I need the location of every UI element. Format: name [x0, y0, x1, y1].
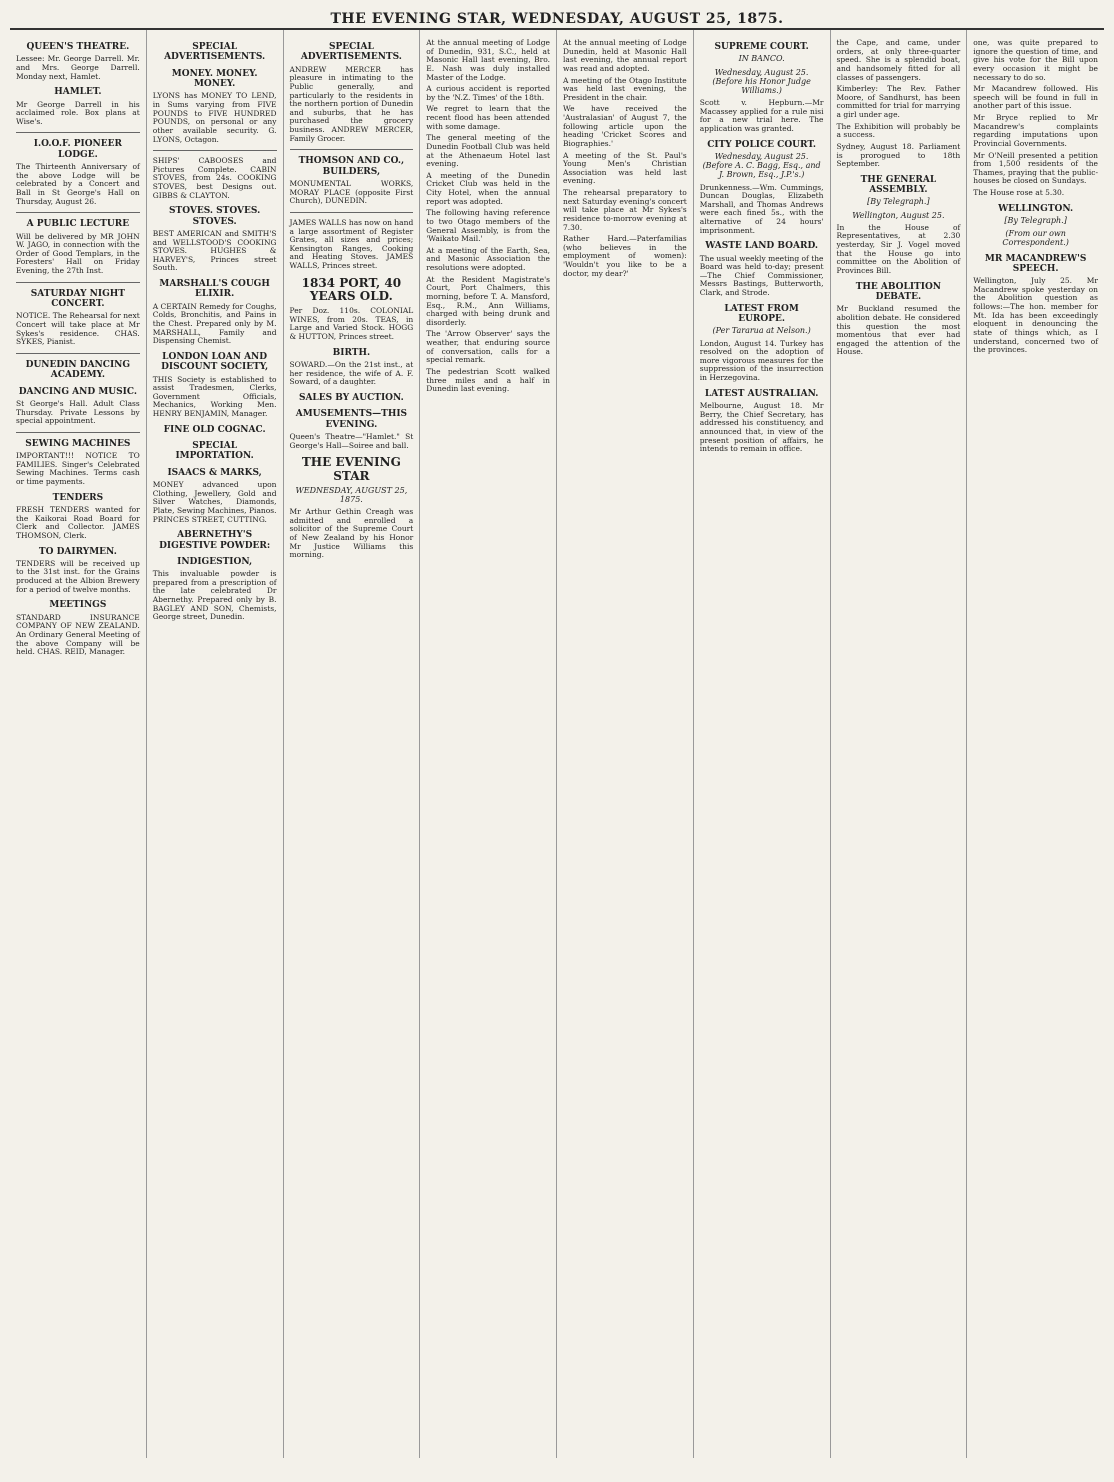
article-paragraph: Mr Arthur Gethin Creagh was admitted and enrolled a solicitor of the Supreme Court of New Zealand by his Honor Mr Justice Williams this morning.	[289, 507, 414, 560]
heading: 1834 PORT, 40 YEARS OLD.	[301, 275, 402, 304]
divider	[16, 432, 140, 433]
heading: DANCING AND MUSIC.	[18, 386, 137, 397]
article-paragraph: one, was quite prepared to ignore the question of time, and give his vote for the Bill upon every occasion it might be necessary to do so.	[973, 38, 1098, 82]
column-4	[420, 30, 557, 1458]
divider	[16, 282, 140, 283]
column-5	[557, 30, 694, 1458]
article-paragraph: We regret to learn that the recent flood has been attended with some damage.	[426, 104, 550, 131]
article-paragraph: A CERTAIN Remedy for Coughs, Colds, Bronchitis, and Pains in the Chest. Prepared only by M. MARSHALL, Family and Dispensing Chemist.	[152, 301, 277, 346]
heading: SPECIAL ADVERTISEMENTS.	[300, 42, 402, 63]
article-paragraph: Mr George Darrell in his acclaimed role. Box plans at Wise's.	[16, 99, 140, 126]
heading: SPECIAL IMPORTATION.	[175, 441, 254, 462]
article-paragraph: A meeting of the St. Paul's Young Men's Christian Association was held last evening.	[563, 150, 687, 186]
heading: HAMLET.	[54, 87, 102, 98]
heading: AMUSEMENTS—THIS EVENING.	[295, 409, 408, 430]
article-paragraph: Wellington, July 25. Mr Macandrew spoke yesterday on the Abolition question as follows:—The hon. member for Mt. Ida has been exceedingly eloquent in denouncing the state of things which, as I understand, concerned two of the provinces.	[973, 276, 1098, 355]
article-paragraph: FRESH TENDERS wanted for the Kaikorai Road Board for Clerk and Collector. JAMES THOMSON, Clerk.	[16, 505, 140, 540]
heading: THE GENERAL ASSEMBLY.	[860, 174, 937, 196]
article-paragraph: Drunkenness.—Wm. Cummings, Duncan Douglas, Elizabeth Marshall, and Thomas Andrews were each fined 5s., with the alternative of 24 hours' imprisonment.	[699, 182, 824, 235]
heading: WASTE LAND BOARD.	[705, 241, 819, 252]
subheading: WEDNESDAY, AUGUST 25, 1875.	[295, 485, 408, 504]
article-paragraph: Mr Bryce replied to Mr Macandrew's complaints regarding imputations upon Provincial Governments.	[973, 113, 1098, 148]
article-paragraph: Mr O'Neill presented a petition from 1,500 residents of the Thames, praying that the public-houses be closed on Sundays.	[973, 150, 1098, 186]
article-paragraph: St George's Hall. Adult Class Thursday. Private Lessons by special appointment.	[16, 398, 140, 426]
article-paragraph: ANDREW MERCER has pleasure in intimating to the Public generally, and particularly to the residents in the northern portion of Dunedin and suburbs, that he has purchased the grocery business. ANDREW MERCER, Family Grocer.	[289, 64, 414, 143]
heading: MEETINGS	[49, 600, 107, 611]
heading: WELLINGTON.	[998, 203, 1074, 214]
article-paragraph: At the annual meeting of Lodge Dunedin, held at Masonic Hall last evening, the annual report was read and adopted.	[563, 38, 687, 73]
column-7	[831, 30, 968, 1458]
heading: LONDON LOAN AND DISCOUNT SOCIETY,	[161, 351, 269, 373]
article-paragraph: Per Doz. 110s. COLONIAL WINES, from 20s. TEAS, in Large and Varied Stock. HOGG & HUTTON, Princes street.	[289, 306, 414, 342]
subheading: [By Telegraph.]	[867, 197, 930, 207]
heading: TENDERS	[52, 492, 104, 503]
article-paragraph: Rather Hard.—Paterfamilias (who believes in the employment of women): 'Wouldn't you like to be a doctor, my dear?'	[563, 234, 687, 278]
article-paragraph: The House rose at 5.30.	[973, 188, 1065, 197]
subheading: (From our own Correspondent.)	[1002, 229, 1069, 248]
article-paragraph: A meeting of the Otago Institute was held last evening, the President in the chair.	[563, 75, 687, 102]
heading: LATEST FROM EUROPE.	[724, 303, 799, 325]
subheading: [By Telegraph.]	[1004, 215, 1067, 225]
article-paragraph: This invaluable powder is prepared from a prescription of the late celebrated Dr Abernethy. Prepared only by B. BAGLEY AND SON, Chemists, George street, Dunedin.	[152, 569, 277, 622]
article-paragraph: BEST AMERICAN and SMITH'S and WELLSTOOD'S COOKING STOVES. HUGHES & HARVEY'S, Princes street South.	[152, 228, 277, 273]
heading: I.O.O.F. PIONEER LODGE.	[33, 139, 122, 160]
article-paragraph: The Exhibition will probably be a success.	[836, 121, 961, 140]
heading: QUEEN'S THEATRE.	[26, 42, 130, 52]
article-paragraph: JAMES WALLS has now on hand a large assortment of Register Grates, all sizes and prices; Kensington Ranges, Cooking and Heating Stoves. JAMES WALLS, Princes street.	[289, 217, 414, 270]
article-paragraph: The usual weekly meeting of the Board was held to-day; present—The Chief Commissioner, Messrs Bastings, Butterworth, Clark, and Strode.	[699, 253, 824, 298]
divider	[16, 353, 140, 354]
article-paragraph: LYONS has MONEY TO LEND, in Sums varying from FIVE POUNDS to FIVE HUNDRED POUNDS, on personal or any other available security. G. LYONS, Octagon.	[152, 91, 277, 144]
article-paragraph: TENDERS will be received up to the 31st inst. for the Grains produced at the Albion Brewery for a period of twelve months.	[16, 558, 140, 594]
subheading: Wednesday, August 25. (Before A. C. Bagg, Esq., and J. Brown, Esq., J.P.'s.)	[702, 151, 821, 180]
article-paragraph: A meeting of the Dunedin Cricket Club was held in the City Hotel, when the annual report was adopted.	[426, 170, 550, 206]
article-paragraph: Will be delivered by MR JOHN W. JAGO, in connection with the Order of Good Templars, in the Foresters' Hall on Friday Evening, the 27th Inst.	[16, 231, 140, 276]
heading: THE EVENING STAR	[301, 455, 401, 484]
heading: THE ABOLITION DEBATE.	[855, 281, 942, 302]
article-paragraph: SHIPS' CABOOSES and Pictures Complete. CABIN STOVES, from 24s. COOKING STOVES, best Designs out. GIBBS & CLAYTON.	[152, 156, 277, 200]
article-paragraph: The rehearsal preparatory to next Saturday evening's concert will take place at Mr Sykes's residence to-morrow evening at 7.30.	[563, 188, 687, 232]
article-paragraph: The pedestrian Scott walked three miles and a half in Dunedin last evening.	[426, 366, 550, 394]
article-paragraph: THIS Society is established to assist Tradesmen, Clerks, Government Officials, Mechanics, Working Men. HENRY BENJAMIN, Manager.	[152, 374, 277, 419]
heading: ISAACS & MARKS,	[167, 467, 262, 478]
heading: MARSHALL'S COUGH ELIXIR.	[159, 279, 270, 300]
divider	[16, 132, 140, 133]
article-paragraph: The 'Arrow Observer' says the weather, that enduring source of conversation, calls for a special remark.	[426, 329, 550, 365]
article-paragraph: Queen's Theatre—"Hamlet." St George's Hall—Soiree and ball.	[289, 431, 414, 450]
article-paragraph: Lessee: Mr. George Darrell. Mr. and Mrs. George Darrell. Monday next, Hamlet.	[16, 54, 140, 81]
heading: DUNEDIN DANCING ACADEMY.	[25, 359, 131, 381]
article-paragraph: At a meeting of the Earth, Sea, and Masonic Association the resolutions were adopted.	[426, 245, 550, 272]
column-3	[284, 30, 421, 1458]
article-paragraph: At the annual meeting of Lodge of Dunedin, 931, S.C., held at Masonic Hall last evening, Bro. E. Nash was duly installed Master of the Lodge.	[426, 38, 550, 82]
divider	[290, 149, 414, 150]
heading: MR MACANDREW'S SPEECH.	[984, 253, 1087, 274]
column-6	[694, 30, 831, 1458]
subheading: IN BANCO.	[738, 54, 785, 64]
subheading: (Per Tararua at Nelson.)	[712, 326, 811, 336]
heading: INDIGESTION,	[177, 556, 253, 567]
heading: FINE OLD COGNAC.	[163, 424, 266, 435]
article-paragraph: SOWARD.—On the 21st inst., at her residence, the wife of A. F. Soward, of a daughter.	[289, 360, 414, 387]
article-paragraph: Sydney, August 18. Parliament is prorogued to 18th September.	[836, 141, 961, 169]
article-paragraph: STANDARD INSURANCE COMPANY OF NEW ZEALAND. An Ordinary General Meeting of the above Company will be held. CHAS. REID, Manager.	[16, 612, 140, 657]
article-paragraph: MONEY advanced upon Clothing, Jewellery, Gold and Silver Watches, Diamonds, Plate, Sewing Machines, Pianos. PRINCES STREET, CUTTING.	[152, 480, 277, 524]
divider	[153, 150, 277, 151]
heading: SALES BY AUCTION.	[298, 392, 404, 403]
heading: SUPREME COURT.	[714, 42, 809, 52]
column-2	[147, 30, 284, 1458]
subheading: Wellington, August 25.	[852, 210, 945, 220]
article-paragraph: At the Resident Magistrate's Court, Port Chalmers, this morning, before T. A. Mansford, Esq., R.M., Ann Williams, charged with being drunk and disorderly.	[426, 274, 550, 327]
article-paragraph: The Thirteenth Anniversary of the above Lodge will be celebrated by a Concert and Ball in St George's Hall on Thursday, August 26.	[16, 162, 140, 206]
masthead: THE EVENING STAR, WEDNESDAY, AUGUST 25, 1875.	[10, 10, 1104, 30]
column-1	[10, 30, 147, 1458]
heading: THOMSON AND CO., BUILDERS,	[298, 156, 405, 177]
heading: BIRTH.	[332, 347, 371, 358]
heading: LATEST AUSTRALIAN.	[704, 388, 819, 399]
divider	[16, 212, 140, 213]
heading: MONEY. MONEY. MONEY.	[171, 68, 258, 90]
heading: SEWING MACHINES	[25, 438, 131, 449]
heading: A PUBLIC LECTURE	[26, 219, 130, 230]
newspaper-page	[10, 10, 1104, 1462]
heading: SPECIAL ADVERTISEMENTS.	[164, 42, 266, 63]
article-paragraph: Melbourne, August 18. Mr Berry, the Chief Secretary, has addressed his constituency, and announced that, in view of the present position of affairs, he intends to remain in office.	[699, 401, 824, 454]
article-paragraph: A curious accident is reported by the 'N.Z. Times' of the 18th.	[426, 84, 550, 102]
article-paragraph: IMPORTANT!!! NOTICE TO FAMILIES. Singer's Celebrated Sewing Machines. Terms cash or time payments.	[16, 451, 140, 487]
article-paragraph: Kimberley: The Rev. Father Moore, of Sandhurst, has been committed for trial for marrying a girl under age.	[836, 84, 961, 119]
article-paragraph: In the House of Representatives, at 2.30 yesterday, Sir J. Vogel moved that the House go into committee on the Abolition of Provinces Bill.	[836, 222, 961, 275]
article-paragraph: The general meeting of the Dunedin Football Club was held at the Athenaeum Hotel last evening.	[426, 133, 550, 169]
article-paragraph: The following having reference to two Otago members of the General Assembly, is from the 'Waikato Mail.'	[426, 208, 550, 244]
heading: STOVES. STOVES. STOVES.	[169, 206, 261, 227]
heading: SATURDAY NIGHT CONCERT.	[30, 288, 125, 310]
article-paragraph: MONUMENTAL WORKS, MORAY PLACE (opposite First Church), DUNEDIN.	[289, 179, 414, 206]
divider	[290, 212, 414, 213]
article-paragraph: NOTICE. The Rehearsal for next Concert will take place at Mr Sykes's residence. CHAS. SYKES, Pianist.	[16, 311, 140, 347]
columns	[10, 30, 1104, 1458]
heading: CITY POLICE COURT.	[707, 139, 817, 150]
article-paragraph: Scott v. Hepburn.—Mr Macassey applied for a rule nisi for a new trial here. The application was granted.	[699, 98, 824, 133]
subheading: Wednesday, August 25. (Before his Honor Judge Williams.)	[712, 67, 811, 95]
article-paragraph: London, August 14. Turkey has resolved on the adoption of more vigorous measures for the suppression of the insurrection in Herzegovina.	[699, 338, 824, 383]
article-paragraph: We have received the 'Australasian' of August 7, the following article upon the heading 'Cricket Scores and Biographies.'	[563, 104, 687, 148]
heading: TO DAIRYMEN.	[38, 546, 117, 557]
article-paragraph: Mr Buckland resumed the abolition debate. He considered this question the most momentous that ever had engaged the attention of the House.	[836, 304, 961, 357]
column-8	[967, 30, 1104, 1458]
article-paragraph: the Cape, and came, under orders, at only three-quarter speed. She is a splendid boat, and handsomely fitted for all classes of passengers.	[836, 38, 961, 82]
heading: ABERNETHY'S DIGESTIVE POWDER:	[159, 530, 271, 551]
article-paragraph: Mr Macandrew followed. His speech will be found in full in another part of this issue.	[973, 84, 1098, 111]
